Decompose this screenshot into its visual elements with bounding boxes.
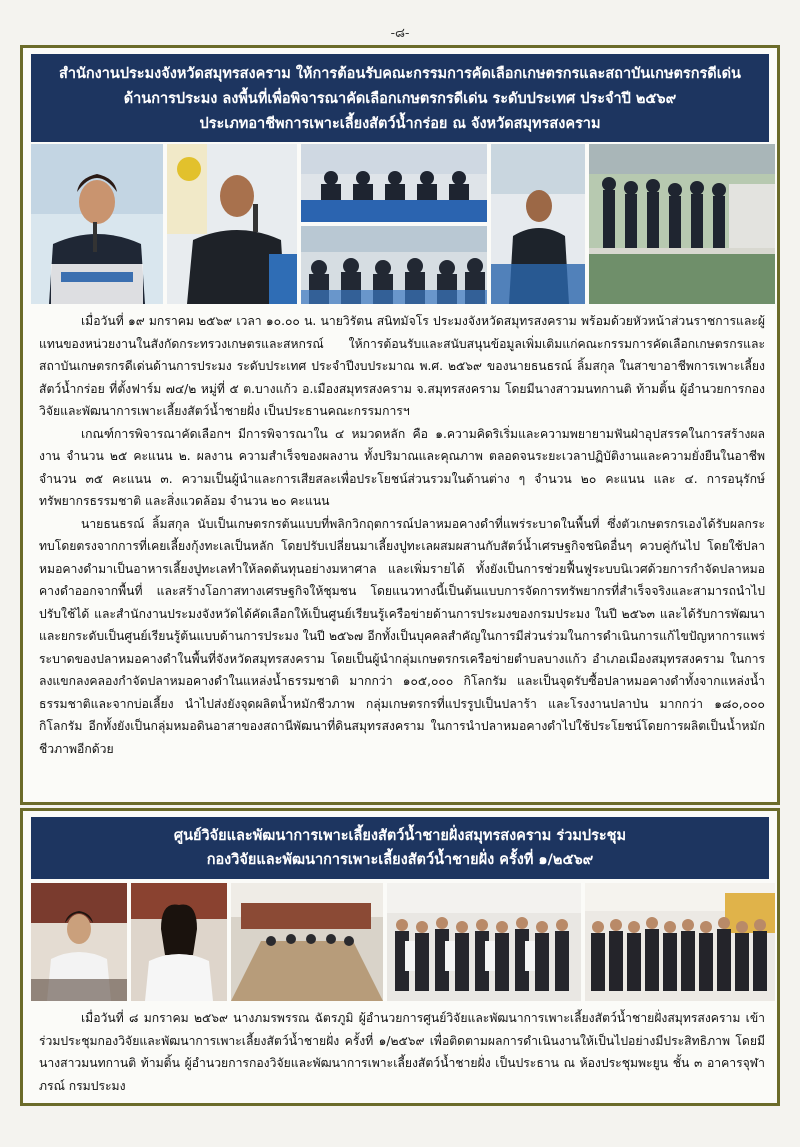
photo-group-pond bbox=[589, 144, 775, 304]
photo-group-photo-1 bbox=[387, 883, 581, 1001]
article-1-title-line: ประเภทอาชีพการเพาะเลี้ยงสัตว์น้ำกร่อย ณ จังหวัดสมุทรสงคราม bbox=[199, 116, 601, 132]
article-2 bbox=[20, 808, 780, 1106]
article-2-title bbox=[31, 817, 769, 879]
article-2-paragraph: เมื่อวันที่ ๘ มกราคม ๒๕๖๙ นางภมรพรรณ ฉัตรภูมิ ผู้อำนวยการศูนย์วิจัยและพัฒนาการเพาะเลี้ยงสัตว์น้ำชายฝั่งสมุทรสงคราม เข้าร่วมประชุมกองวิจัยและพัฒนาการเพาะเลี้ยงสัตว์น้ำชายฝั่ง ครั้งที่ ๑/๒๕๖๙ เพื่อติดตามผลการดำเนินงานให้เป็นไปอย่างมีประสิทธิภาพ โดยมีนางสาวมนทกานติ ท้ามติ้น ผู้อำนวยการกองวิจัยและพัฒนาการเพาะเลี้ยงสัตว์น้ำชายฝั่ง เป็นประธาน ณ ห้องประชุมพะยูน ชั้น ๓ อาคารจุฬาภรณ์ กรมประมง bbox=[39, 1011, 765, 1093]
article-1-title-line: สำนักงานประมงจังหวัดสมุทรสงคราม ให้การต้อนรับคณะกรรมการคัดเลือกเกษตรกรและสถาบันเกษตรกรดีเด่น bbox=[59, 66, 741, 82]
photo-audience bbox=[301, 226, 487, 304]
photo-conference-room bbox=[231, 883, 383, 1001]
article-1-title-line: ด้านการประมง ลงพื้นที่เพื่อพิจารณาคัดเลือกเกษตรกรดีเด่น ระดับประเทศ ประจำปี ๒๕๖๙ bbox=[123, 91, 677, 107]
page-number: -๘- bbox=[390, 26, 410, 41]
article-1-photo-collage bbox=[31, 144, 769, 304]
photo-meeting-woman-1 bbox=[31, 883, 127, 1001]
article-1-body bbox=[39, 310, 765, 760]
article-1-title bbox=[31, 54, 769, 142]
photo-meeting-table bbox=[301, 144, 487, 222]
photo-presenter-standing bbox=[491, 144, 585, 304]
photo-meeting-woman-2 bbox=[131, 883, 227, 1001]
photo-speaker-man bbox=[167, 144, 297, 304]
article-2-title-line: กองวิจัยและพัฒนาการเพาะเลี้ยงสัตว์น้ำชายฝั่ง ครั้งที่ ๑/๒๕๖๙ bbox=[206, 852, 594, 868]
article-1 bbox=[20, 45, 780, 805]
article-1-paragraph: เมื่อวันที่ ๑๙ มกราคม ๒๕๖๙ เวลา ๑๐.๐๐ น. นายวิรัตน สนิทมัจโร ประมงจังหวัดสมุทรสงคราม พร้อมด้วยหัวหน้าส่วนราชการและผู้แทนของหน่วยงานในสังกัดกระทรวงเกษตรและสหกรณ์ ให้การต้อนรับและสนับสนุนข้อมูลเพิ่มเติมแก่คณะกรรมการคัดเลือกเกษตรกรและสถาบันเกษตรกรดีเด่นด้านการประมง ระดับประเทศ ประจำปีงบประมาณ พ.ศ. ๒๕๖๙ ของนายธนธรณ์ ลิ้มสกุล ในสาขาอาชีพการเพาะเลี้ยงสัตว์น้ำกร่อย ที่ตั้งฟาร์ม ๗๔/๒ หมู่ที่ ๕ ต.บางแก้ว อ.เมืองสมุทรสงคราม จ.สมุทรสงคราม โดยมีนางสาวมนทกานติ ท้ามติ้น ผู้อำนวยการกองวิจัยและพัฒนาการเพาะเลี้ยงสัตว์น้ำชายฝั่ง เป็นประธานคณะกรรมการฯ bbox=[39, 314, 765, 418]
article-1-paragraph: นายธนธรณ์ ลิ้มสกุล นับเป็นเกษตรกรต้นแบบที่พลิกวิกฤตการณ์ปลาหมอคางดำที่แพร่ระบาดในพื้นที่ ซึ่งตัวเกษตรกรเองได้รับผลกระทบโดยตรงจากการที่เคยเลี้ยงกุ้งทะเลเป็นหลัก โดยปรับเปลี่ยนมาเลี้ยงปูทะเลผสมผสานกับสัตว์น้ำเศรษฐกิจชนิดอื่นๆ ควบคู่กันไป โดยใช้ปลาหมอคางดำมาเป็นอาหารเลี้ยงปูทะเลทำให้ลดต้นทุนอย่างมหาศาล และเพิ่มรายได้ ทั้งยังเป็นการช่วยฟื้นฟูระบบนิเวศด้วยการกำจัดปลาหมอคางดำออกจากพื้นที่ และสร้างโอกาสทางเศรษฐกิจให้ชุมชน โดยแนวทางนี้เป็นต้นแบบการจัดการทรัพยากรที่สำเร็จจริงและสามารถนำไปปรับใช้ได้ และสำนักงานประมงจังหวัดได้คัดเลือกให้เป็นศูนย์เรียนรู้เครือข่ายด้านการประมงของกรมประมง ในปี ๒๕๖๓ และได้รับการพัฒนาและยกระดับเป็นศูนย์เรียนรู้ต้นแบบด้านการประมง ในปี ๒๕๖๗ อีกทั้งเป็นบุคคลสำคัญในการมีส่วนร่วมในการดำเนินการแก้ไขปัญหาการแพร่ระบาดของปลาหมอคางดำในพื้นที่จังหวัดสมุทรสงคราม โดยเป็นผู้นำกลุ่มเกษตรกรเครือข่ายตำบลบางแก้ว อำเภอเมืองสมุทรสงคราม ในการลงแขกลงคลองกำจัดปลาหมอคางดำในแหล่งน้ำธรรมชาติ มากกว่า ๑๐๕,๐๐๐ กิโลกรัม และเป็นจุดรับซื้อปลาหมอคางดำทั้งจากแหล่งน้ำธรรมชาติและจากบ่อเลี้ยง นำไปส่งยังจุดผลิตน้ำหมักชีวภาพ กลุ่มเกษตรกรที่แปรรูปเป็นปลาร้า และโรงงานปลาป่น มากกว่า ๑๘๐,๐๐๐ กิโลกรัม อีกทั้งยังเป็นกลุ่มหมอดินอาสาของสถานีพัฒนาที่ดินสมุทรสงคราม ในการนำปลาหมอคางดำไปใช้ประโยชน์โดยการผลิตเป็นน้ำหมักชีวภาพอีกด้วย bbox=[39, 516, 765, 756]
article-2-title-line: ศูนย์วิจัยและพัฒนาการเพาะเลี้ยงสัตว์น้ำชายฝั่งสมุทรสงคราม ร่วมประชุม bbox=[173, 828, 627, 844]
article-2-body bbox=[39, 1007, 765, 1097]
article-2-photo-collage bbox=[31, 883, 769, 1001]
photo-speaker-woman bbox=[31, 144, 163, 304]
photo-group-photo-2 bbox=[585, 883, 775, 1001]
article-1-paragraph: เกณฑ์การพิจารณาคัดเลือกฯ มีการพิจารณาใน ๔ หมวดหลัก คือ ๑.ความคิดริเริ่มและความพยายามฟันฝ่าอุปสรรคในการสร้างผลงาน จำนวน ๒๕ คะแนน ๒. ผลงาน ความสำเร็จของผลงาน ทั้งปริมาณและคุณภาพ ตลอดจนระยะเวลาปฏิบัติงานและความยั่งยืนในอาชีพ จำนวน ๓๕ คะแนน ๓. ความเป็นผู้นำและการเสียสละเพื่อประโยชน์ส่วนรวมในด้านต่าง ๆ จำนวน ๒๐ คะแนน และ ๔. การอนุรักษ์ทรัพยากรธรรมชาติ และสิ่งแวดล้อม จำนวน ๒๐ คะแนน bbox=[39, 426, 765, 508]
